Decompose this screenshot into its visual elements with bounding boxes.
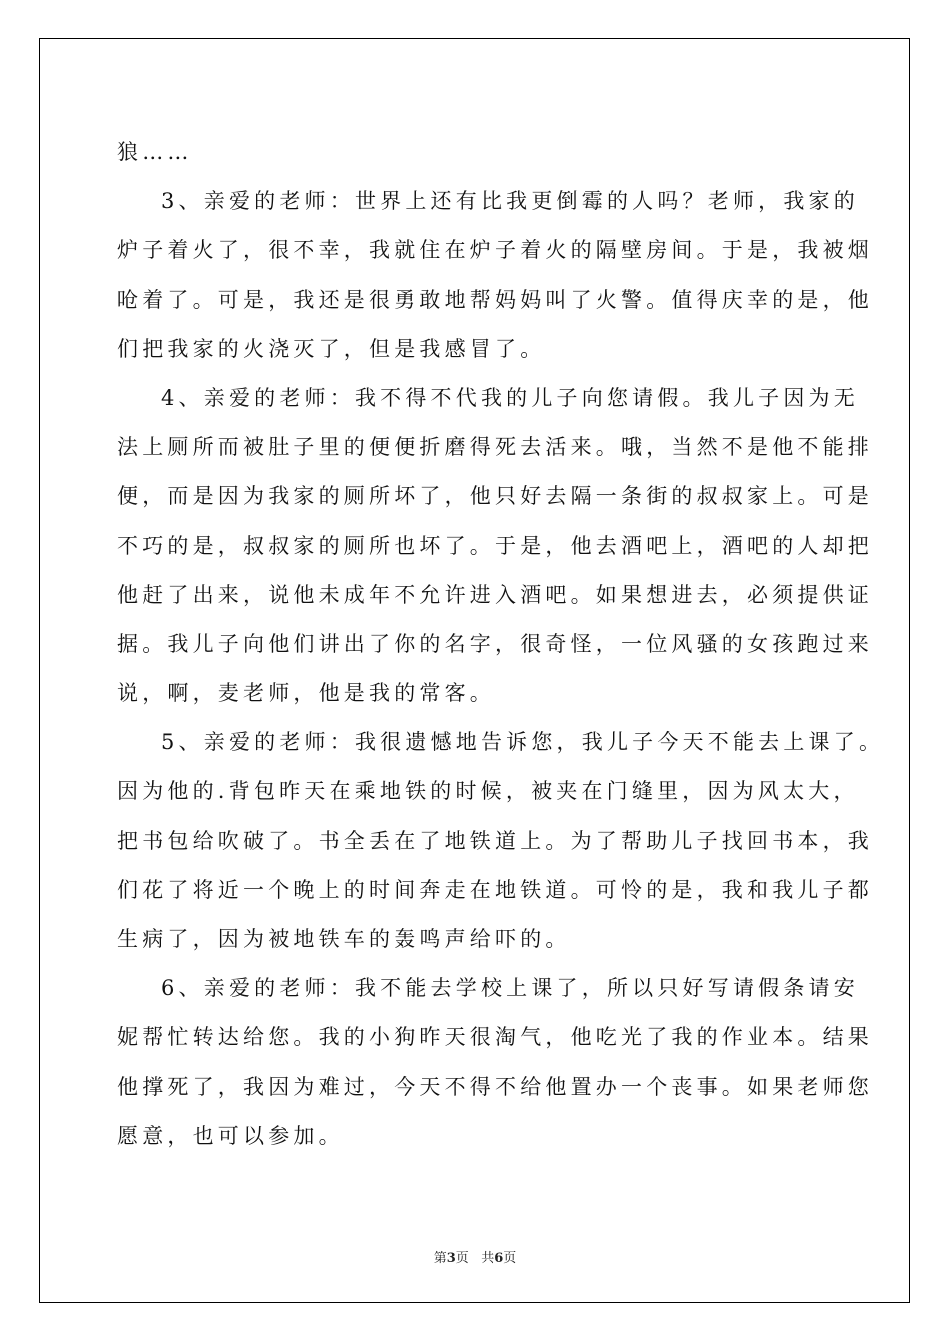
paragraph-4-start: 4、亲爱的老师：我不得不代我的儿子向您请假。我儿子因为无: [161, 385, 859, 410]
paragraph-3-start: 3、亲爱的老师：世界上还有比我更倒霉的人吗？老师，我家的: [161, 189, 859, 214]
text-line: 们花了将近一个晚上的时间奔走在地铁道。可怜的是，我和我儿子都: [117, 877, 873, 902]
page-footer: [0, 1247, 950, 1266]
text-line: 据。我儿子向他们讲出了你的名字，很奇怪，一位风骚的女孩跑过来: [117, 631, 873, 656]
total-suffix: 页: [503, 1251, 517, 1266]
paragraph-5-start: 5、亲爱的老师：我很遗憾地告诉您，我儿子今天不能去上课了。: [161, 730, 885, 755]
text-line: 们把我家的火浇灭了，但是我感冒了。: [117, 336, 546, 361]
text-line: 妮帮忙转达给您。我的小狗昨天很淘气，他吃光了我的作业本。结果: [117, 1025, 873, 1050]
paragraph-6-start: 6、亲爱的老师：我不能去学校上课了，所以只好写请假条请安: [161, 976, 859, 1001]
text-line: 呛着了。可是，我还是很勇敢地帮妈妈叫了火警。值得庆幸的是，他: [117, 287, 873, 312]
text-line: 法上厕所而被肚子里的便便折磨得死去活来。哦，当然不是他不能排: [117, 435, 873, 460]
page-number: 3: [446, 1251, 456, 1266]
text-line: 说，啊，麦老师，他是我的常客。: [117, 681, 495, 706]
page-suffix: 页: [455, 1251, 469, 1266]
text-line: 他赶了出来，说他未成年不允许进入酒吧。如果想进去，必须提供证: [117, 582, 873, 607]
text-line: 便，而是因为我家的厕所坏了，他只好去隔一条街的叔叔家上。可是: [117, 484, 873, 509]
text-line: 生病了，因为被地铁车的轰鸣声给吓的。: [117, 927, 571, 951]
text-line: 因为他的.背包昨天在乘地铁的时候，被夹在门缝里，因为风太大，: [117, 779, 859, 804]
total-pages: 6: [494, 1251, 504, 1266]
text-line: 他撑死了，我因为难过，今天不得不给他置办一个丧事。如果老师您: [117, 1074, 873, 1099]
document-body: [117, 128, 885, 1161]
text-line: 把书包给吹破了。书全丢在了地铁道上。为了帮助儿子找回书本，我: [117, 828, 873, 853]
text-line: 炉子着火了，很不幸，我就住在炉子着火的隔壁房间。于是，我被烟: [117, 238, 873, 263]
page-prefix: 第: [433, 1251, 447, 1266]
text-line: 不巧的是，叔叔家的厕所也坏了。于是，他去酒吧上，酒吧的人却把: [117, 533, 873, 558]
total-prefix: 共: [481, 1251, 495, 1266]
text-line: 愿意，也可以参加。: [117, 1123, 344, 1148]
text-line: 狼……: [117, 140, 193, 164]
